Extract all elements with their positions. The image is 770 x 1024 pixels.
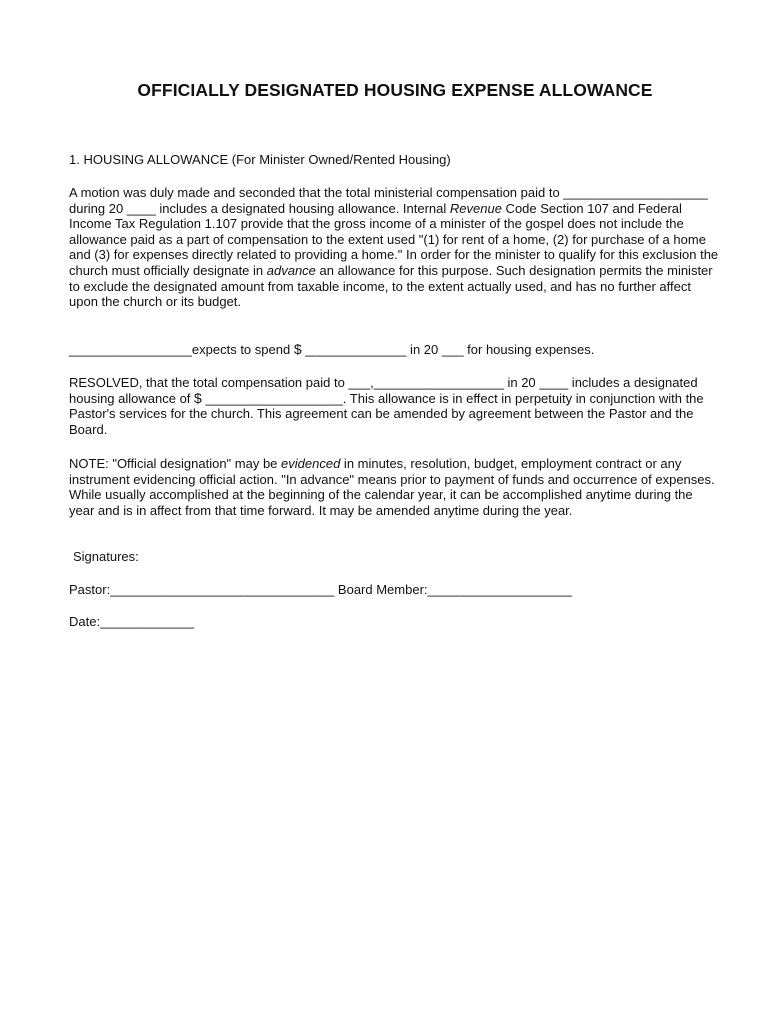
motion-text-advance: advance bbox=[266, 262, 316, 278]
section-heading: 1. HOUSING ALLOWANCE (For Minister Owned/Rented Housing) bbox=[69, 152, 451, 167]
dollar-sign: $ bbox=[194, 389, 202, 406]
motion-text-b: Code Section 107 and Federal Income Tax Regulation 1.107 provide that the gross income of a minister of the gospel does not include the allowance paid as a part of compensation to the extent used "(1) for rent of a home, (2) for purchase of a home and (3) for expenses directly related to providing a home." In order for the minister to qualify for this exclusion the church must officially designate in bbox=[69, 200, 719, 278]
expects-text-a: _________________expects to spend bbox=[69, 342, 294, 357]
signatures-label: Signatures: bbox=[73, 549, 139, 564]
expects-text-b: ______________ in 20 ___ for housing expenses. bbox=[301, 342, 595, 357]
document-title: OFFICIALLY DESIGNATED HOUSING EXPENSE ALLOWANCE bbox=[137, 80, 653, 100]
date-line: Date:_____________ bbox=[69, 614, 195, 629]
motion-text-revenue: Revenue bbox=[449, 200, 502, 216]
note-text-a: NOTE: "Official designation" may be bbox=[69, 456, 282, 471]
note-text-b: in minutes, resolution, budget, employment contract or any instrument evidencing official action. "In advance" means prior to payment of funds and occurrence of expenses. While usually accomplished at the beginning of the calendar year, it can be accomplished anytime during the year and is in affect from that time forward. It may be amended anytime during the year. bbox=[69, 456, 715, 518]
motion-text-a: A motion was duly made and seconded that the total ministerial compensation paid to ____________________ during 20 ____ includes a designated housing allowance. Internal bbox=[69, 185, 708, 216]
dollar-sign: $ bbox=[293, 341, 302, 357]
resolved-text-a: RESOLVED, that the total compensation paid to ___,__________________ in 20 ____ includes a designated housing allowance of bbox=[69, 375, 698, 406]
motion-paragraph bbox=[69, 185, 721, 310]
note-paragraph bbox=[69, 456, 721, 518]
note-text-evidenced: evidenced bbox=[281, 456, 341, 471]
motion-text-c: an allowance for this purpose. Such designation permits the minister to exclude the designated amount from taxable income, to the extent actually used, and has no further affect upon the church or its budget. bbox=[69, 262, 713, 310]
resolved-text-b: ___________________. This allowance is in effect in perpetuity in conjunction with the Pastor's services for the church. This agreement can be amended by agreement between the Pastor and the Board. bbox=[69, 390, 704, 437]
expects-paragraph bbox=[69, 342, 721, 358]
resolved-paragraph bbox=[69, 375, 721, 437]
pastor-board-signature-line: Pastor:_______________________________ Board Member:____________________ bbox=[69, 582, 573, 597]
